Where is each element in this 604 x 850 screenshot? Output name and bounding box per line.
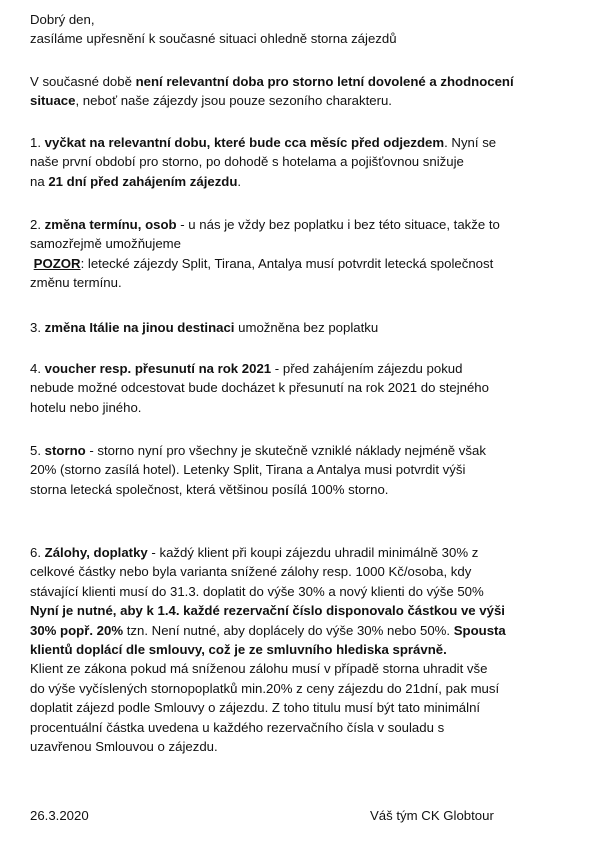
point-text: hotelu nebo jiného. — [30, 399, 142, 415]
point-number: 5. — [30, 443, 45, 458]
intro-bold: není relevantní doba pro storno letní dovolené a zhodnocení — [135, 74, 514, 89]
point-bold: 21 dní před zahájením zájezdu — [48, 173, 238, 189]
point-text: celkové částky nebo byla varianta snížené zálohy resp. 1000 Kč/osoba, kdy — [30, 564, 472, 580]
point-text: naše první období pro storno, po dohodě s hotelama a pojišťovnou snižuje — [30, 154, 464, 170]
point-5 — [30, 441, 590, 499]
point-text: stávající klienti musí do 31.3. doplatit do výše 30% a nový klienti do výše 50% — [30, 583, 484, 599]
point-number: 2. — [30, 217, 45, 232]
point-number: 1. — [30, 135, 45, 150]
footer-signature: Váš tým CK Globtour — [370, 808, 494, 823]
point-text: . — [237, 173, 242, 189]
point-number: 3. — [30, 320, 45, 335]
point-text: - každý klient při koupi zájezdu uhradil minimálně 30% z — [147, 545, 479, 560]
intro-text: , neboť naše zájezdy jsou pouze sezoního charakteru. — [75, 93, 392, 109]
point-text: do výše vyčíslených stornopoplatků min.20% z ceny zájezdu do 21dní, pak musí — [30, 680, 500, 696]
footer — [30, 806, 590, 826]
point-number: 6. — [30, 545, 45, 560]
point-1 — [30, 133, 590, 191]
greeting-line: Dobrý den, — [30, 12, 95, 27]
intro-text: V současné době — [30, 74, 136, 89]
point-text: - u nás je vždy bez poplatku i bez této situace, takže to — [176, 217, 500, 232]
intro-bold: situace — [30, 93, 76, 109]
point-text: samozřejmě umožňujeme — [30, 236, 181, 252]
point-text: doplatit zájezd podle Smlouvy o zájezdu. Z toho titulu musí být tato minimální — [30, 700, 481, 716]
point-heading: vyčkat na relevantní dobu, které bude cca měsíc před odjezdem — [44, 135, 445, 150]
point-3 — [30, 318, 590, 337]
greeting-line: zasíláme upřesnění k současné situaci ohledně storna zájezdů — [30, 31, 397, 47]
point-text: umožněna bez poplatku — [234, 320, 379, 335]
point-heading: změna Itálie na jinou destinaci — [44, 320, 235, 335]
point-text: nebude možné odcestovat bude docházet k přesunutí na rok 2021 do stejného — [30, 380, 489, 396]
point-text: - storno nyní pro všechny je skutečně vzniklé náklady nejméně však — [85, 443, 486, 458]
point-bold: Nyní je nutné, aby k 1.4. každé rezervační číslo disponovalo částkou ve výši — [30, 603, 505, 619]
intro-paragraph — [30, 72, 590, 111]
point-text: na — [30, 173, 49, 189]
point-bold: klientů doplácí dle smlouvy, což je ze smluvního hlediska správně. — [30, 642, 447, 658]
point-text: Klient ze zákona pokud má sníženou zálohu musí v případě storna uhradit vše — [30, 661, 488, 677]
point-text: . Nyní se — [444, 135, 497, 150]
point-6 — [30, 543, 590, 756]
point-bold: Spousta — [453, 622, 506, 638]
point-text: tzn. Není nutné, aby doplácely do výše 30% nebo 50%. — [123, 622, 454, 638]
footer-date: 26.3.2020 — [30, 808, 89, 823]
point-heading: změna termínu, osob — [44, 217, 177, 232]
pozor-label: POZOR — [33, 255, 81, 271]
point-text: uzavřenou Smlouvou o zájezdu. — [30, 739, 218, 755]
point-text: : letecké zájezdy Split, Tirana, Antalya musí potvrdit letecká společnost — [80, 255, 494, 271]
point-4 — [30, 359, 590, 417]
point-heading: storno — [44, 443, 86, 458]
point-text: storna letecká společnost, která většinou posílá 100% storno. — [30, 481, 389, 497]
point-text: změnu termínu. — [30, 275, 122, 291]
point-2 — [30, 215, 590, 293]
point-bold: 30% popř. 20% — [30, 622, 124, 638]
point-text: - před zahájením zájezdu pokud — [271, 361, 463, 376]
point-text: procentuální částka uvedena u každého rezervačního čísla v souladu s — [30, 719, 445, 735]
point-heading: Zálohy, doplatky — [44, 545, 148, 560]
point-number: 4. — [30, 361, 45, 376]
greeting — [30, 10, 590, 49]
point-text: 20% (storno zasílá hotel). Letenky Split, Tirana a Antalya musi potvrdit výši — [30, 462, 466, 478]
point-heading: voucher resp. přesunutí na rok 2021 — [44, 361, 272, 376]
